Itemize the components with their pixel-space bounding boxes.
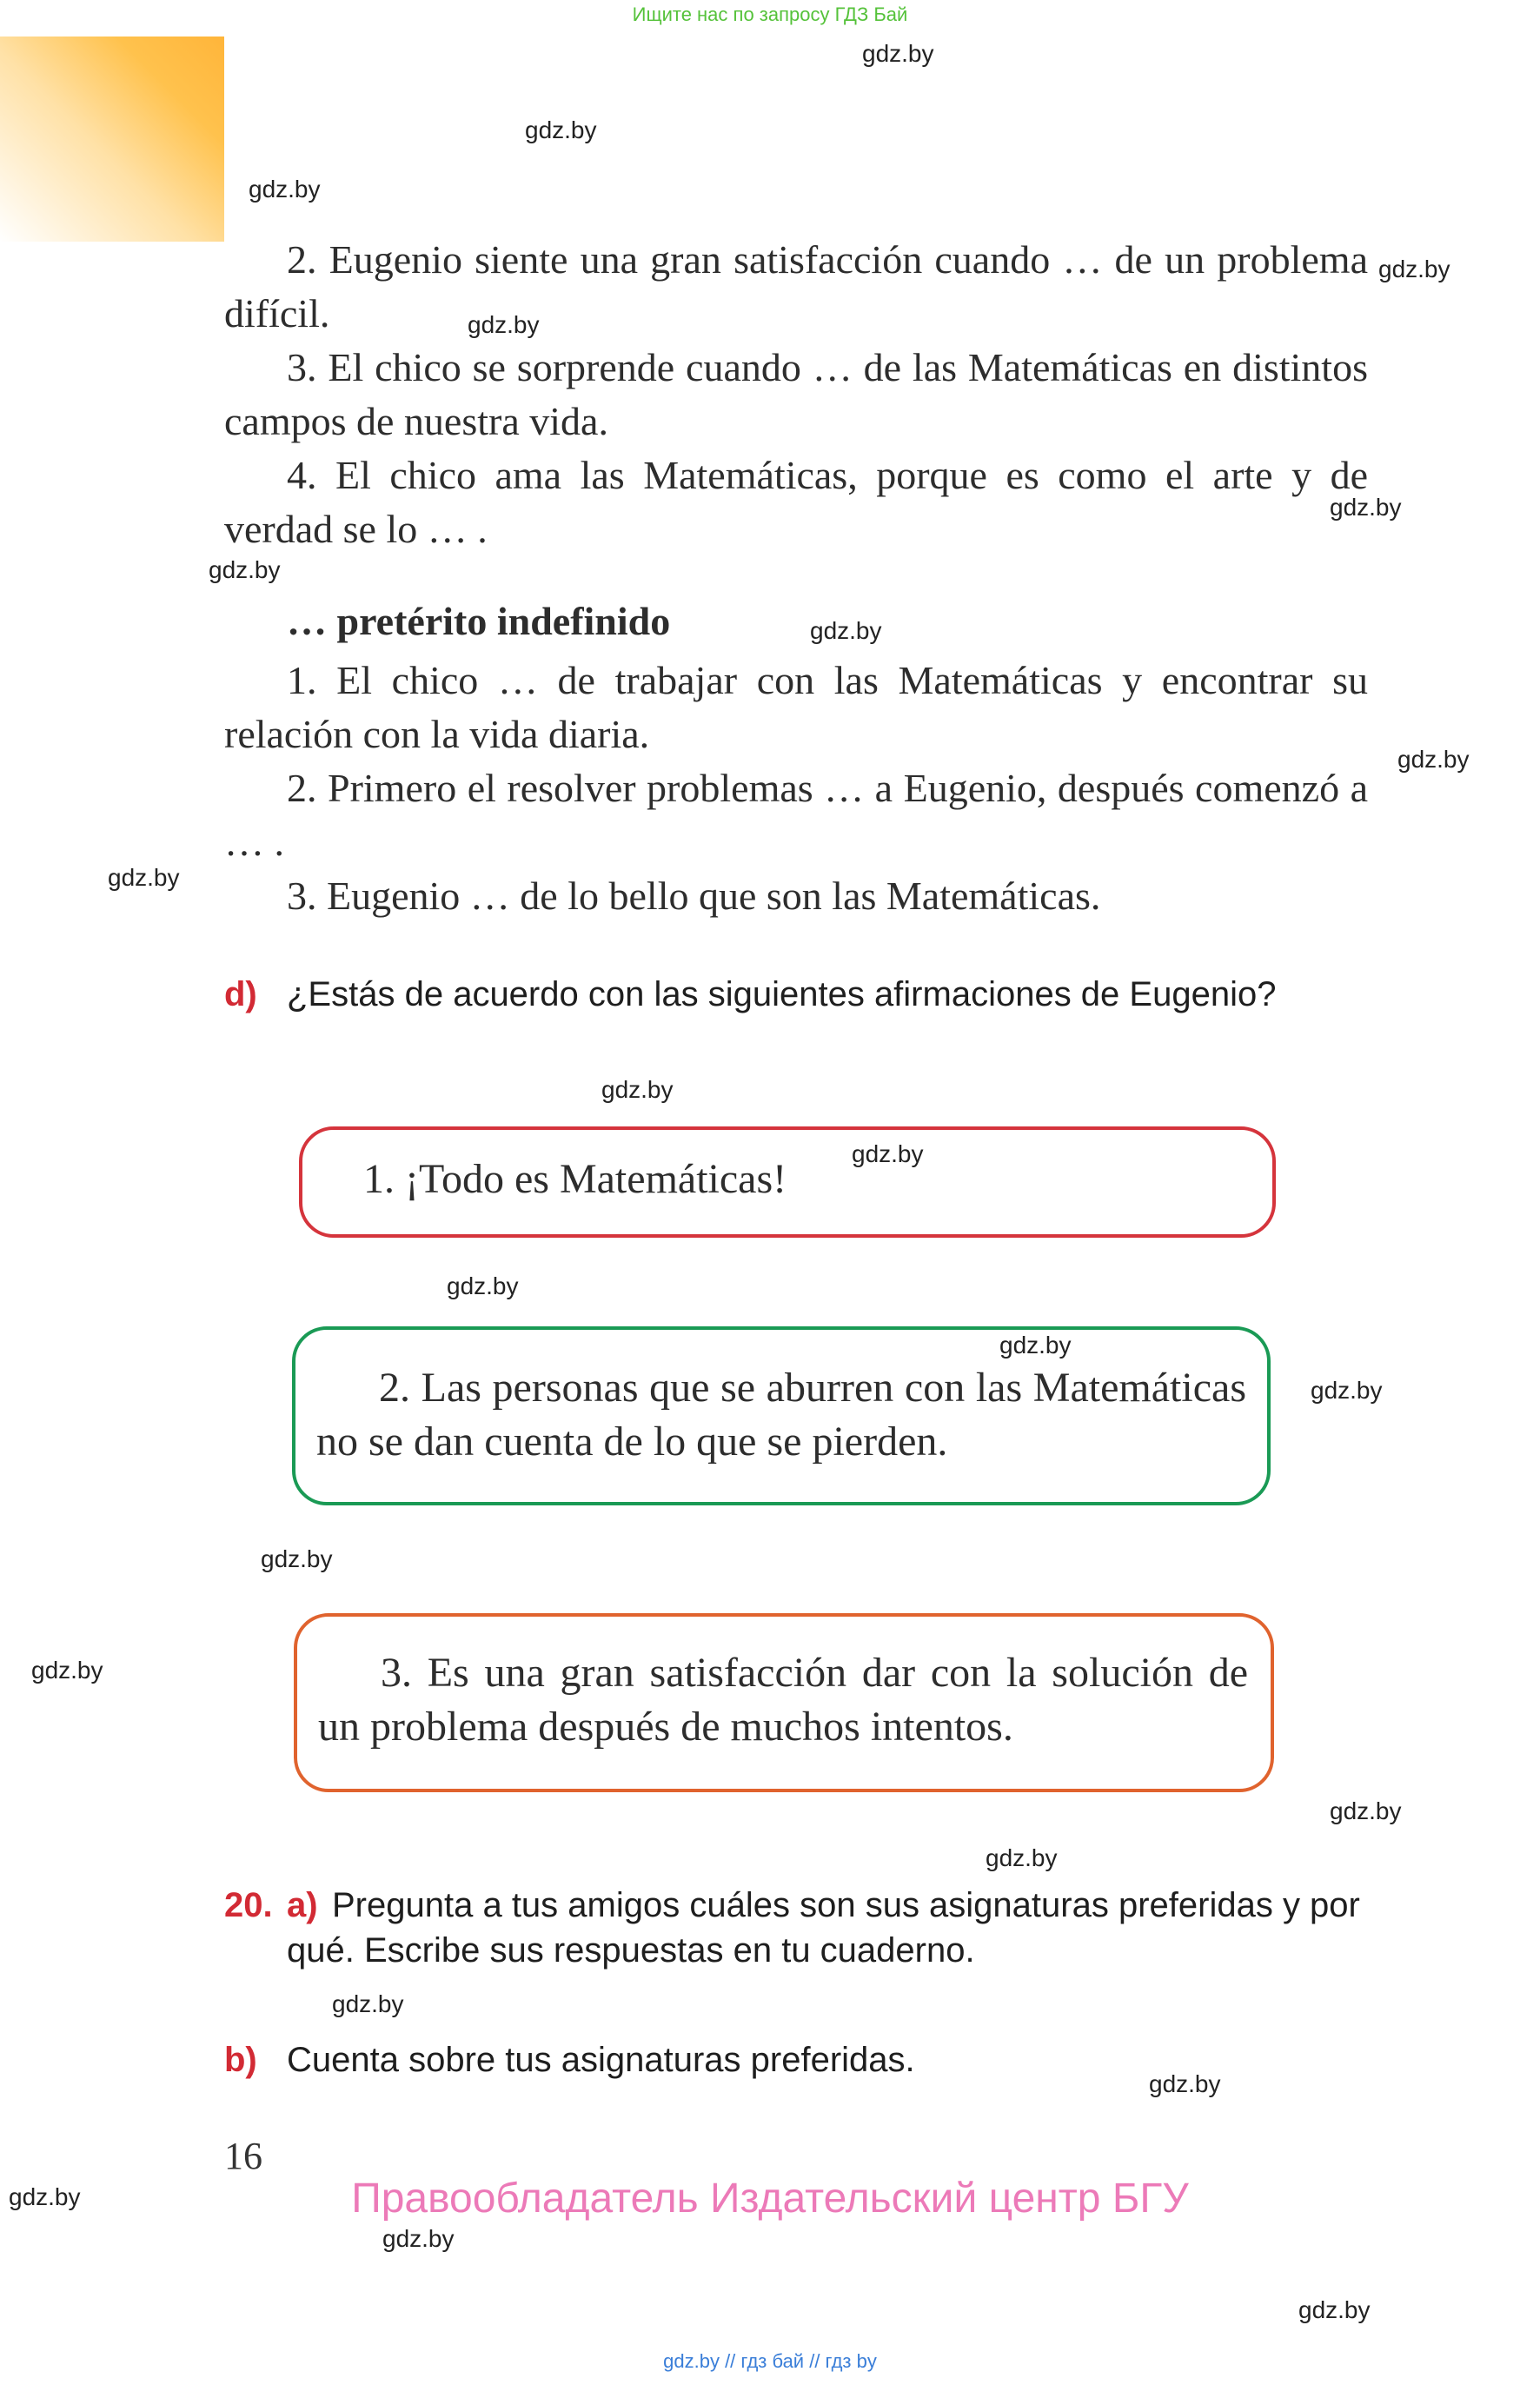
watermark: gdz.by [447,1272,519,1299]
watermark: gdz.by [999,1332,1072,1359]
list-item: 1. El chico … de trabajar con las Matemáticas y encontrar su relación con la vida diaria. [224,658,1368,756]
watermark: gdz.by [31,1657,103,1684]
watermark: gdz.by [108,864,180,891]
corner-decoration [0,37,224,242]
page-number: 16 [224,2135,262,2177]
watermark: gdz.by [1298,2296,1371,2323]
exercise-b-text: Cuenta sobre tus asignaturas preferidas. [287,2041,915,2079]
bottom-links: gdz.by // гдз бай // гдз by [663,2350,877,2372]
exercise-a-label: a) [287,1886,318,1924]
list-item: 3. El chico se sorprende cuando … de las Matemáticas en distintos campos de nuestra vida. [224,345,1368,443]
watermark: gdz.by [1330,494,1402,521]
watermark: gdz.by [468,311,540,338]
statement-text: 3. Es una gran satisfacción dar con la solución de un problema después de muchos intentos. [318,1650,1248,1750]
exercise-b-label: b) [224,2041,257,2079]
watermark: gdz.by [382,2225,455,2252]
watermark: gdz.by [862,40,934,67]
statement-box-3 [294,1613,1274,1792]
watermark: gdz.by [601,1076,674,1103]
watermark: gdz.by [986,1844,1058,1871]
statement-box-2 [292,1326,1271,1505]
statement-text: 1. ¡Todo es Matemáticas! [363,1156,787,1202]
watermark: gdz.by [1149,2070,1221,2097]
list-item: 4. El chico ama las Matemáticas, porque es como el arte y de verdad se lo … . [224,453,1368,551]
watermark: gdz.by [525,116,597,143]
indefinido-items [224,654,1368,923]
present-items [224,233,1368,556]
list-item: 2. Eugenio siente una gran satisfacción cuando … de un problema difícil. [224,237,1368,335]
exercise-a-text: Pregunta a tus amigos cuáles son sus asignaturas preferidas y por qué. Escribe sus respuestas en tu cuaderno. [287,1886,1360,1970]
watermark: gdz.by [1311,1377,1383,1404]
watermark: gdz.by [810,617,882,644]
section-heading: … pretérito indefinido [287,599,671,643]
watermark: gdz.by [261,1545,333,1572]
watermark: gdz.by [1397,746,1470,773]
watermark: gdz.by [249,176,321,203]
watermark: gdz.by [852,1140,924,1167]
section-d-question: ¿Estás de acuerdo con las siguientes afirmaciones de Eugenio? [287,975,1277,1013]
rights-holder: Правообладатель Издательский центр БГУ [351,2176,1189,2222]
list-item: 3. Eugenio … de lo bello que son las Matemáticas. [287,874,1101,918]
top-note: Ищите нас по запросу ГДЗ Бай [632,3,908,25]
watermark: gdz.by [1378,256,1450,282]
section-d-label: d) [224,975,257,1013]
watermark: gdz.by [9,2183,81,2210]
exercise-number: 20. [224,1886,273,1924]
watermark: gdz.by [332,1990,404,2017]
statement-text: 2. Las personas que se aburren con las Matemáticas no se dan cuenta de lo que se pierden. [316,1365,1246,1465]
statement-box-1 [299,1126,1276,1238]
watermark: gdz.by [209,556,281,583]
watermark: gdz.by [1330,1797,1402,1824]
list-item: 2. Primero el resolver problemas … a Eugenio, después comenzó a … . [224,766,1368,864]
